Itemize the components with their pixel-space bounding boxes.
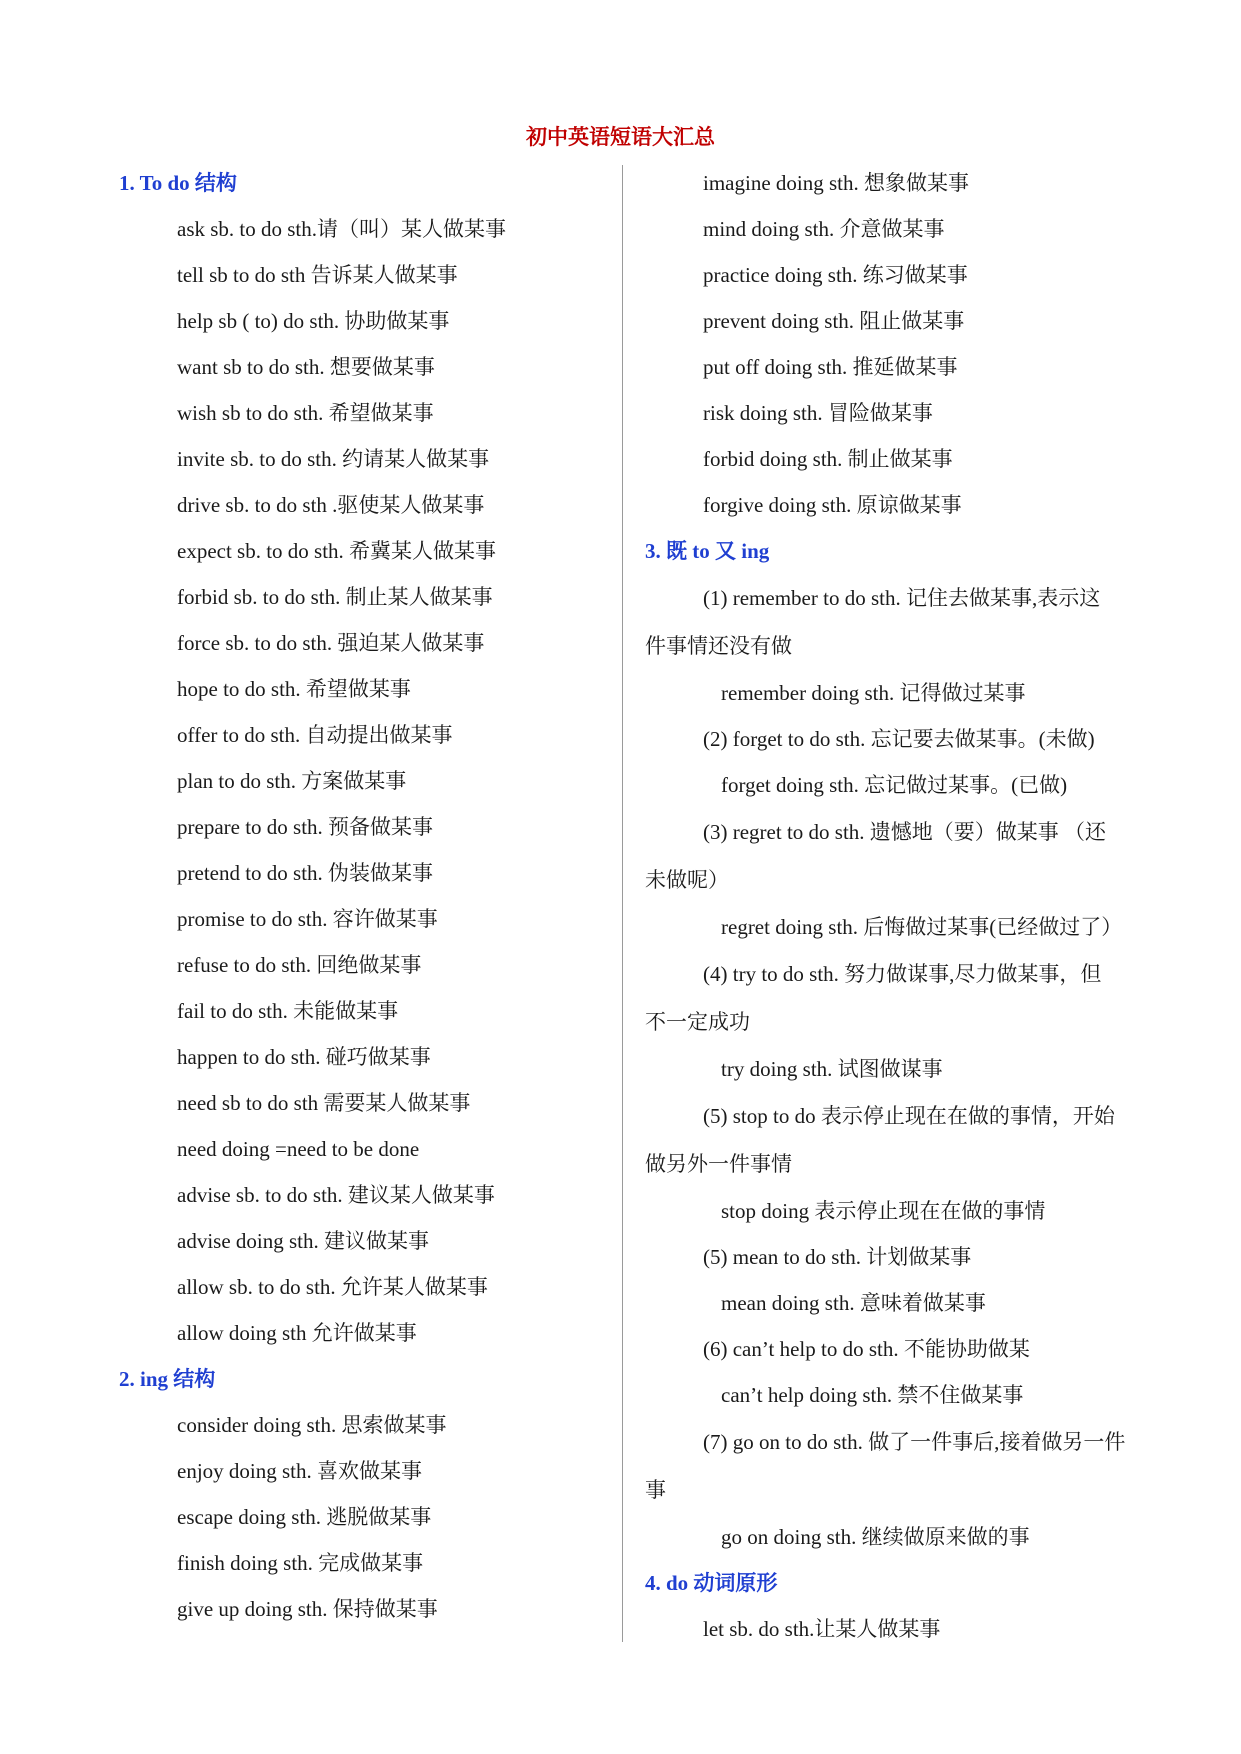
section-heading-ing: 2. ing 结构 bbox=[119, 1367, 216, 1391]
phrase-item: forbid sb. to do sth. 制止某人做某事 bbox=[177, 585, 493, 609]
phrase-item: advise sb. to do sth. 建议某人做某事 bbox=[177, 1183, 495, 1207]
phrase-item: imagine doing sth. 想象做某事 bbox=[703, 171, 969, 195]
phrase-item: escape doing sth. 逃脱做某事 bbox=[177, 1505, 432, 1529]
phrase-item: stop doing 表示停止现在在做的事情 bbox=[721, 1199, 1046, 1223]
phrase-item: prepare to do sth. 预备做某事 bbox=[177, 815, 434, 839]
phrase-item-continued: 做另外一件事情 bbox=[645, 1152, 792, 1176]
phrase-item: tell sb to do sth 告诉某人做某事 bbox=[177, 263, 458, 287]
phrase-item: (3) regret to do sth. 遗憾地（要）做某事 （还 bbox=[703, 820, 1107, 844]
phrase-item: practice doing sth. 练习做某事 bbox=[703, 263, 968, 287]
phrase-item-continued: 事 bbox=[645, 1478, 666, 1502]
section-list-to-do bbox=[119, 206, 619, 1356]
phrase-item: allow doing sth 允许做某事 bbox=[177, 1321, 417, 1345]
phrase-item: expect sb. to do sth. 希冀某人做某事 bbox=[177, 539, 497, 563]
phrase-item: go on doing sth. 继续做原来做的事 bbox=[721, 1525, 1030, 1549]
phrase-item: happen to do sth. 碰巧做某事 bbox=[177, 1045, 431, 1069]
phrase-item: need doing =need to be done bbox=[177, 1137, 420, 1161]
phrase-item: pretend to do sth. 伪装做某事 bbox=[177, 861, 434, 885]
phrase-item: risk doing sth. 冒险做某事 bbox=[703, 401, 933, 425]
phrase-item: forbid doing sth. 制止做某事 bbox=[703, 447, 953, 471]
phrase-item: plan to do sth. 方案做某事 bbox=[177, 769, 407, 793]
phrase-item-continued: 件事情还没有做 bbox=[645, 634, 792, 658]
phrase-item: wish sb to do sth. 希望做某事 bbox=[177, 401, 434, 425]
left-column bbox=[119, 160, 619, 1632]
page-title: 初中英语短语大汇总 bbox=[526, 125, 715, 149]
section-heading-to-and-ing: 3. 既 to 又 ing bbox=[645, 539, 770, 563]
phrase-item: give up doing sth. 保持做某事 bbox=[177, 1597, 438, 1621]
phrase-item-continued: 未做呢） bbox=[645, 868, 729, 892]
phrase-item: (6) can’t help to do sth. 不能协助做某 bbox=[703, 1337, 1030, 1361]
phrase-item: try doing sth. 试图做谋事 bbox=[721, 1057, 943, 1081]
phrase-item: consider doing sth. 思索做某事 bbox=[177, 1413, 447, 1437]
phrase-item: ask sb. to do sth.请（叫）某人做某事 bbox=[177, 217, 507, 241]
phrase-item: force sb. to do sth. 强迫某人做某事 bbox=[177, 631, 485, 655]
phrase-item: refuse to do sth. 回绝做某事 bbox=[177, 953, 422, 977]
phrase-item: (1) remember to do sth. 记住去做某事,表示这 bbox=[703, 586, 1101, 610]
phrase-item: need sb to do sth 需要某人做某事 bbox=[177, 1091, 471, 1115]
phrase-item: advise doing sth. 建议做某事 bbox=[177, 1229, 429, 1253]
section-list-ing bbox=[119, 1402, 619, 1632]
phrase-item: fail to do sth. 未能做某事 bbox=[177, 999, 399, 1023]
column-divider bbox=[622, 165, 623, 1642]
phrase-item: can’t help doing sth. 禁不住做某事 bbox=[721, 1383, 1024, 1407]
phrase-item: regret doing sth. 后悔做过某事(已经做过了） bbox=[721, 915, 1123, 939]
section-list-ing-continued bbox=[645, 160, 1135, 528]
phrase-item: (5) stop to do 表示停止现在在做的事情，开始 bbox=[703, 1104, 1115, 1128]
section-heading-do-base-form: 4. do 动词原形 bbox=[645, 1571, 778, 1595]
phrase-item: help sb ( to) do sth. 协助做某事 bbox=[177, 309, 450, 333]
phrase-item: finish doing sth. 完成做某事 bbox=[177, 1551, 424, 1575]
phrase-item: (7) go on to do sth. 做了一件事后,接着做另一件 bbox=[703, 1430, 1126, 1454]
phrase-item: let sb. do sth.让某人做某事 bbox=[703, 1617, 941, 1641]
phrase-item: (4) try to do sth. 努力做谋事,尽力做某事，但 bbox=[703, 962, 1102, 986]
phrase-item: (5) mean to do sth. 计划做某事 bbox=[703, 1245, 972, 1269]
phrase-item: invite sb. to do sth. 约请某人做某事 bbox=[177, 447, 490, 471]
phrase-item: drive sb. to do sth .驱使某人做某事 bbox=[177, 493, 485, 517]
phrase-item: promise to do sth. 容许做某事 bbox=[177, 907, 438, 931]
right-column bbox=[645, 160, 1135, 1652]
phrase-item: put off doing sth. 推延做某事 bbox=[703, 355, 958, 379]
section-heading-to-do: 1. To do 结构 bbox=[119, 171, 237, 195]
phrase-item: mind doing sth. 介意做某事 bbox=[703, 217, 945, 241]
phrase-item: (2) forget to do sth. 忘记要去做某事。(未做) bbox=[703, 727, 1095, 751]
phrase-item: mean doing sth. 意味着做某事 bbox=[721, 1291, 986, 1315]
phrase-item: prevent doing sth. 阻止做某事 bbox=[703, 309, 965, 333]
phrase-item: allow sb. to do sth. 允许某人做某事 bbox=[177, 1275, 488, 1299]
phrase-item-continued: 不一定成功 bbox=[645, 1010, 750, 1034]
section-list-do-base-form bbox=[645, 1606, 1135, 1652]
phrase-item: enjoy doing sth. 喜欢做某事 bbox=[177, 1459, 422, 1483]
phrase-item: forget doing sth. 忘记做过某事。(已做) bbox=[721, 773, 1068, 797]
phrase-item: offer to do sth. 自动提出做某事 bbox=[177, 723, 453, 747]
phrase-item: hope to do sth. 希望做某事 bbox=[177, 677, 411, 701]
phrase-item: remember doing sth. 记得做过某事 bbox=[721, 681, 1026, 705]
phrase-item: want sb to do sth. 想要做某事 bbox=[177, 355, 435, 379]
phrase-item: forgive doing sth. 原谅做某事 bbox=[703, 493, 962, 517]
